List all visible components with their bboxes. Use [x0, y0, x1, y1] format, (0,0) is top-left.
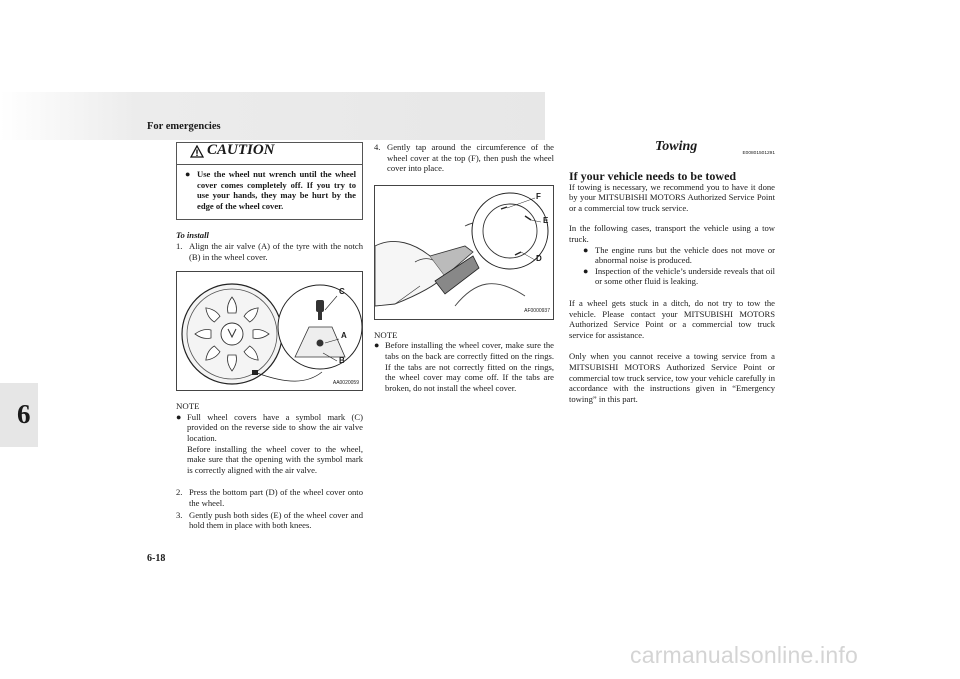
note-label: NOTE [176, 401, 200, 412]
towing-code: E00801501291 [742, 151, 775, 156]
figure-label-e: E [543, 215, 549, 225]
note-text: Before installing the wheel cover, make sure the tabs on the back are correctly fitted on the rings. If the tabs are not correctly fitted on the rings, the wheel cover may come off. If the tabs are broken, do not install the wheel cover. [385, 340, 554, 393]
step-text: Gently tap around the circumference of the wheel cover at the top (F), then push the wheel cover into place. [387, 142, 554, 174]
towing-title: Towing [655, 139, 698, 154]
column-left [176, 142, 363, 531]
towing-paragraph: If a wheel gets stuck in a ditch, do not try to tow the vehicle. Please contact your MITSUBISHI MOTORS Authorized Service Point or a commercial tow truck service for assistance. [569, 297, 775, 340]
install-step-4 [374, 142, 554, 174]
note-item [374, 340, 554, 393]
step-text: Align the air valve (A) of the tyre with the notch (B) in the wheel cover. [189, 240, 363, 262]
page-number: 6-18 [147, 553, 166, 564]
figure-label-c: C [339, 287, 345, 297]
towing-section-header [569, 139, 775, 166]
note-item [176, 412, 363, 476]
note-text: Full wheel covers have a symbol mark (C) provided on the reverse side to show the air valve location. [187, 411, 363, 443]
step-number: 1. [176, 240, 183, 251]
bullet-dot-icon: ● [374, 340, 380, 351]
install-step-3 [176, 510, 363, 531]
wheel-cover-figure [176, 271, 363, 391]
install-step-2 [176, 487, 363, 508]
note-label: NOTE [374, 329, 398, 340]
wheel-tap-illustration [375, 186, 553, 319]
figure-code: AF0000937 [524, 308, 550, 315]
figure-code: AA0020059 [332, 379, 359, 386]
caution-text: Use the wheel nut wrench until the wheel cover comes completely off. If you try to use your hands, they may be hurt by the edge of the wheel cover. [197, 169, 356, 211]
column-right [569, 139, 775, 404]
towing-subheading: If your vehicle needs to be towed [569, 169, 737, 183]
list-item-text: The engine runs but the vehicle does not move or abnormal noise is produced. [595, 244, 775, 266]
caution-body [177, 165, 362, 219]
install-step-1 [176, 241, 363, 262]
caution-header [177, 143, 362, 165]
list-item [569, 245, 775, 266]
page-header-title: For emergencies [147, 121, 221, 132]
warning-triangle-icon [190, 145, 204, 158]
note-text-continued: Before installing the wheel cover to the wheel, make sure that the opening with the symbol mark is correctly aligned with the air valve. [187, 443, 363, 475]
step-number: 3. [176, 509, 183, 520]
figure-label-a: A [341, 331, 347, 341]
step-text: Gently push both sides (E) of the wheel cover and hold them in place with both knees. [189, 509, 363, 531]
towing-paragraph: Only when you cannot receive a towing service from a MITSUBISHI MOTORS Authorized Service Point or commercial tow truck service, tow your vehicle carefully in accordance with the instructions given in “Emergency towing” in this part. [569, 351, 775, 404]
header-band [0, 92, 545, 140]
step-text: Press the bottom part (D) of the wheel cover onto the wheel. [189, 487, 363, 508]
watermark: carmanualsonline.info [630, 642, 858, 668]
step-number: 2. [176, 487, 183, 498]
caution-box [176, 142, 363, 220]
install-heading: To install [176, 230, 209, 241]
step-number: 4. [374, 142, 381, 152]
towing-paragraph: If towing is necessary, we recommend you to have it done by your MITSUBISHI MOTORS Authorized Service Point or a commercial tow truck service. [569, 181, 775, 213]
list-item-text: Inspection of the vehicle’s underside reveals that oil or some other fluid is leaking. [595, 265, 775, 287]
figure-label-f: F [536, 191, 541, 201]
list-item [569, 266, 775, 287]
wheel-tap-figure [374, 185, 554, 320]
caution-label: CAUTION [207, 142, 275, 158]
towing-paragraph: In the following cases, transport the vehicle using a tow truck. [569, 223, 775, 244]
column-middle [374, 142, 554, 393]
bullet-dot-icon: ● [583, 265, 589, 276]
figure-label-b: B [339, 356, 345, 366]
bullet-dot-icon: ● [185, 169, 191, 179]
caution-item [185, 169, 356, 211]
chapter-number: 6 [17, 399, 31, 429]
figure-label-d: D [536, 253, 542, 263]
bullet-dot-icon: ● [176, 411, 182, 422]
wheel-cover-illustration [177, 272, 362, 390]
bullet-dot-icon: ● [583, 244, 589, 255]
